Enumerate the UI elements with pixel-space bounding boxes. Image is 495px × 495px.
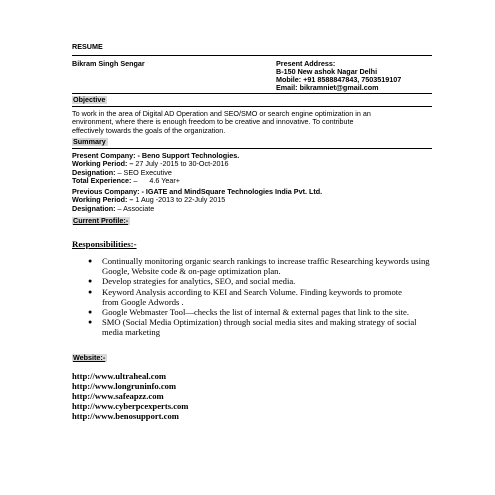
- responsibilities-list: [86, 256, 431, 338]
- present-designation-label: Designation:: [72, 167, 116, 177]
- summary-rule: [72, 148, 432, 149]
- present-designation: – SEO Executive: [115, 167, 172, 177]
- responsibility-text: Google Webmaster Tool—checks the list of internal & external pages that link to the site.: [102, 307, 409, 318]
- objective-text: [72, 110, 434, 135]
- previous-designation: – Associate: [115, 203, 155, 213]
- address-text: B-150 New ashok Nagar Delhi: [276, 67, 378, 76]
- list-item: [86, 307, 431, 317]
- summary-heading: Summary: [73, 137, 106, 146]
- present-company-block: [72, 152, 239, 186]
- candidate-name: Bikram Singh Sengar: [72, 59, 145, 68]
- list-item: [86, 276, 431, 286]
- resume-title: RESUME: [72, 42, 103, 51]
- bullet-icon: ●: [88, 318, 93, 327]
- bullet-icon: ●: [88, 257, 93, 265]
- present-experience: – 4.6 Year+: [131, 176, 180, 186]
- website-link[interactable]: http://www.ultraheal.com: [72, 371, 167, 381]
- previous-designation-label: Designation:: [72, 203, 116, 213]
- current-profile-heading: Current Profile:-: [73, 216, 129, 225]
- website-link[interactable]: http://www.longruninfo.com: [72, 381, 177, 391]
- header-rule: [72, 55, 432, 56]
- email-text: Email: bikramniet@gmail.com: [276, 83, 379, 92]
- present-experience-row: [72, 177, 239, 185]
- previous-company: Previous Company: - IGATE and MindSquare Technologies India Pvt. Ltd.: [72, 187, 323, 196]
- objective-line: environment, where there is enough freedom to be creative and innovative. To contribute: [72, 117, 354, 127]
- present-experience-label: Total Experience:: [72, 176, 132, 186]
- website-link[interactable]: http://www.safeapzz.com: [72, 391, 164, 401]
- responsibilities-heading: Responsibilities:-: [72, 239, 137, 249]
- present-company: Present Company: - Beno Support Technologies.: [72, 151, 240, 160]
- list-item: [86, 287, 431, 307]
- list-item: [86, 317, 431, 337]
- objective-line: effectively towards the goals of the organization.: [72, 125, 226, 135]
- list-item: [86, 256, 431, 276]
- present-period-label: Working Period: –: [72, 159, 134, 169]
- present-period: 27 July -2015 to 30-Oct-2016: [133, 159, 229, 169]
- website-list: [72, 371, 188, 421]
- previous-company-block: [72, 188, 322, 213]
- previous-period-label: Working Period: –: [72, 195, 134, 205]
- bullet-icon: ●: [88, 287, 93, 296]
- bullet-icon: ●: [88, 277, 93, 286]
- previous-designation-row: [72, 205, 322, 213]
- website-link[interactable]: http://www.cyberpcexperts.com: [72, 401, 189, 411]
- objective-heading: Objective: [73, 95, 106, 104]
- objective-rule: [72, 106, 432, 107]
- responsibility-text: SMO (Social Media Optimization) through social media sites and making strategy of social media marketing: [102, 317, 417, 338]
- responsibility-text: Develop strategies for analytics, SEO, and social media.: [102, 276, 296, 287]
- address-label: Present Address:: [276, 59, 336, 68]
- previous-period: 1 Aug -2013 to 22-July 2015: [133, 195, 226, 205]
- website-heading: Website:-: [73, 353, 106, 362]
- contact-rule: [72, 93, 432, 94]
- objective-line: To work in the area of Digital AD Operation and SEO/SMO or search engine optimization in an: [72, 109, 371, 118]
- responsibility-text: Keyword Analysis according to KEI and Search Volume. Finding keywords to promote from Google Adwords .: [102, 286, 415, 307]
- mobile-text: Mobile: +91 8588847843, 7503519107: [276, 75, 402, 84]
- bullet-icon: ●: [88, 308, 93, 317]
- responsibility-text: Continually monitoring organic search rankings to increase traffic Researching keywords using Google, Website code & on-page optimization plan.: [102, 256, 430, 277]
- website-link[interactable]: http://www.benosupport.com: [72, 411, 179, 421]
